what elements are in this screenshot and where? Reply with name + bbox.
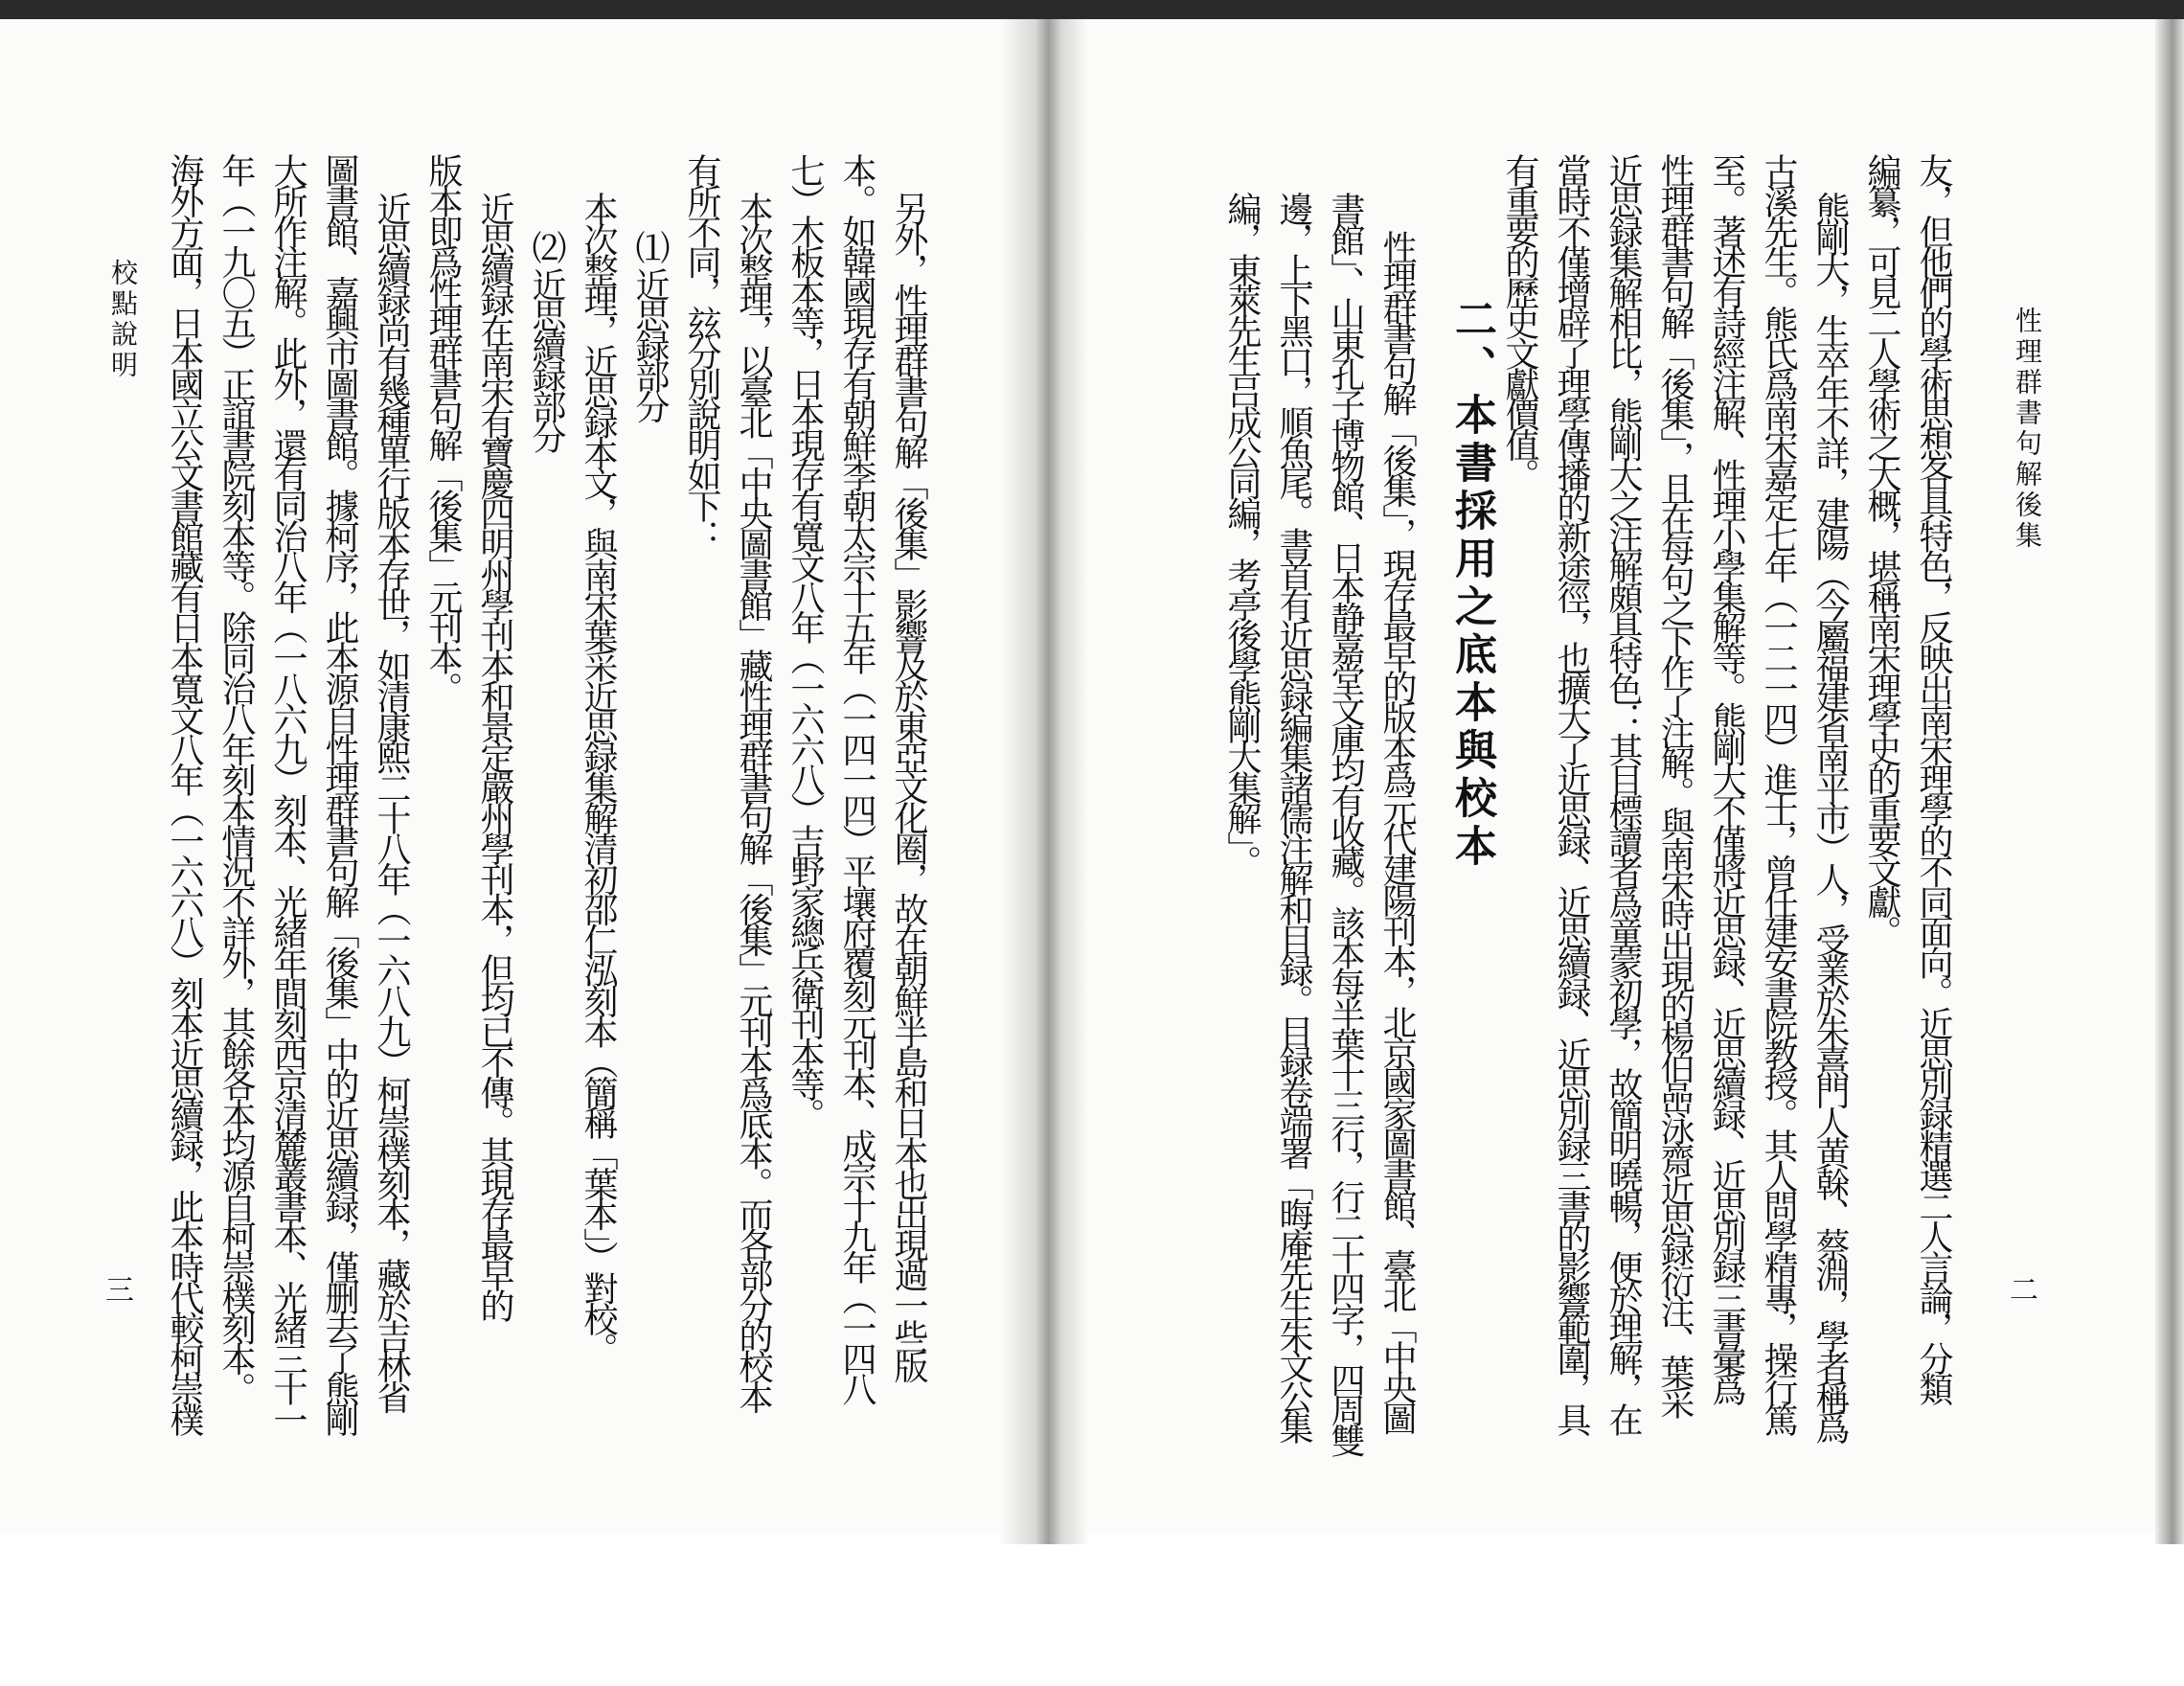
left-col-1: 另外，性理群書句解「後集」影響及於東亞文化圈，故在朝鮮半島和日本也出現過一些版 <box>889 192 928 1380</box>
page-edge <box>2155 19 2184 1544</box>
left-page-number: 三 <box>105 1274 134 1308</box>
right-running-header: 性理群書句解後集 <box>2012 307 2043 552</box>
left-col-10: 版本即爲性理群書句解「後集」元刊本。 <box>423 153 463 702</box>
right-col-7: 近思録集解相比，熊剛大之注解頗具特色：其目標讀者爲童蒙初學，故簡明曉暢，便於理解，在 <box>1604 153 1643 1433</box>
left-col-9: 近思續録在南宋有寶慶四明州學刊本和景定嚴州學刊本，但均已不傳。其現存最早的 <box>475 192 514 1319</box>
left-col-7: 本次整理，近思録本文，與南宋葉采近思録集解清初邵仁泓刻本（簡稱「葉本」）對校。 <box>579 192 618 1363</box>
right-col-11: 書館」、山東孔子博物館、日本静嘉堂文庫均有收藏。該本每半葉十三行，行二十四字，四周雙 <box>1326 192 1365 1454</box>
right-col-13: 編，東萊先生吕成公同編，考亭後學熊剛大集解」。 <box>1222 192 1262 876</box>
book-gutter <box>1001 19 1087 1544</box>
right-col-9: 有重要的歷史文獻價值。 <box>1500 153 1539 489</box>
left-col-2: 本。如韓國現存有朝鮮李朝太宗十五年（一四一四）平壤府覆刻元刊本、成宗十九年（一四八 <box>837 153 876 1402</box>
right-col-4: 古溪先生。熊氏爲南宋嘉定七年（一二一四）進士，曾任建安書院教授。其人問學精專，操行篤 <box>1759 153 1798 1433</box>
right-col-2: 編纂，可見二人學術之大概，堪稱南宋理學史的重要文獻。 <box>1862 153 1901 946</box>
left-col-14: 年（一九〇五）正誼書院刻本等。除同治八年刻本情況不詳外，其餘各本均源自柯崇樸刻本。 <box>216 153 256 1402</box>
left-col-6: ⑴ 近思録部分 <box>630 230 670 421</box>
right-col-3: 熊剛大，生卒年不詳，建陽（今屬福建省南平市）人，受業於朱熹門人黄榦、蔡淵，學者稱爲 <box>1810 192 1850 1441</box>
right-col-1: 友，但他們的學術思想各具特色，反映出南宋理學的不同面向。近思別録精選二人言論，分類 <box>1914 153 1953 1402</box>
left-col-5: 有所不同，玆分別說明如下： <box>682 153 721 550</box>
right-col-10: 性理群書句解「後集」，現存最早的版本爲元代建陽刊本，北京國家圖書館、臺北「中央圖 <box>1377 230 1417 1432</box>
left-col-15: 海外方面，日本國立公文書館藏有日本寬文八年（一六六八）刻本近思續録，此本時代較柯崇樸 <box>165 153 204 1433</box>
left-col-12: 圖書館、嘉興市圖書館。據柯序，此本源自性理群書句解「後集」中的近思續録，僅删去了熊剛 <box>320 153 359 1433</box>
left-col-3: 七）木板本等，日本現存有寬文八年（一六六八）吉野家總兵衛刊本等。 <box>785 153 825 1128</box>
right-col-5: 至。著述有詩經注解、性理小學集解等。熊剛大不僅將近思録、近思續録、近思別録三書彙爲 <box>1707 153 1746 1402</box>
left-running-header: 校點說明 <box>107 259 139 381</box>
right-page-number: 二 <box>2010 1274 2038 1308</box>
left-col-11: 近思續録尚有幾種單行版本存世，如清康熙二十八年（一六八九）柯崇樸刻本，藏於吉林省 <box>372 192 411 1411</box>
left-col-13: 大所作注解。此外，還有同治八年（一八六九）刻本、光緒年間刻西京清麓叢書本、光緒三十一 <box>268 153 307 1433</box>
right-col-8: 當時不僅增辟了理學傳播的新途徑，也擴大了近思録、近思續録、近思別録三書的影響範圍，具 <box>1552 153 1591 1433</box>
section-heading: 二、本書採用之底本與校本 <box>1447 297 1496 872</box>
right-col-6: 性理群書句解「後集」，且在每句之下作了注解。與南宋時出現的楊伯喦泳齋近思録衍注、葉采 <box>1655 153 1695 1416</box>
left-col-4: 本次整理，以臺北「中央圖書館」藏性理群書句解「後集」元刊本爲底本。而各部分的校本 <box>734 192 773 1411</box>
left-col-8: ⑵ 近思續録部分 <box>527 230 566 450</box>
right-col-12: 邊，上下黑口，順魚尾。書首有近思録編集諸儒注解和目録。目録卷端署「晦庵先生朱文公集 <box>1274 192 1313 1441</box>
